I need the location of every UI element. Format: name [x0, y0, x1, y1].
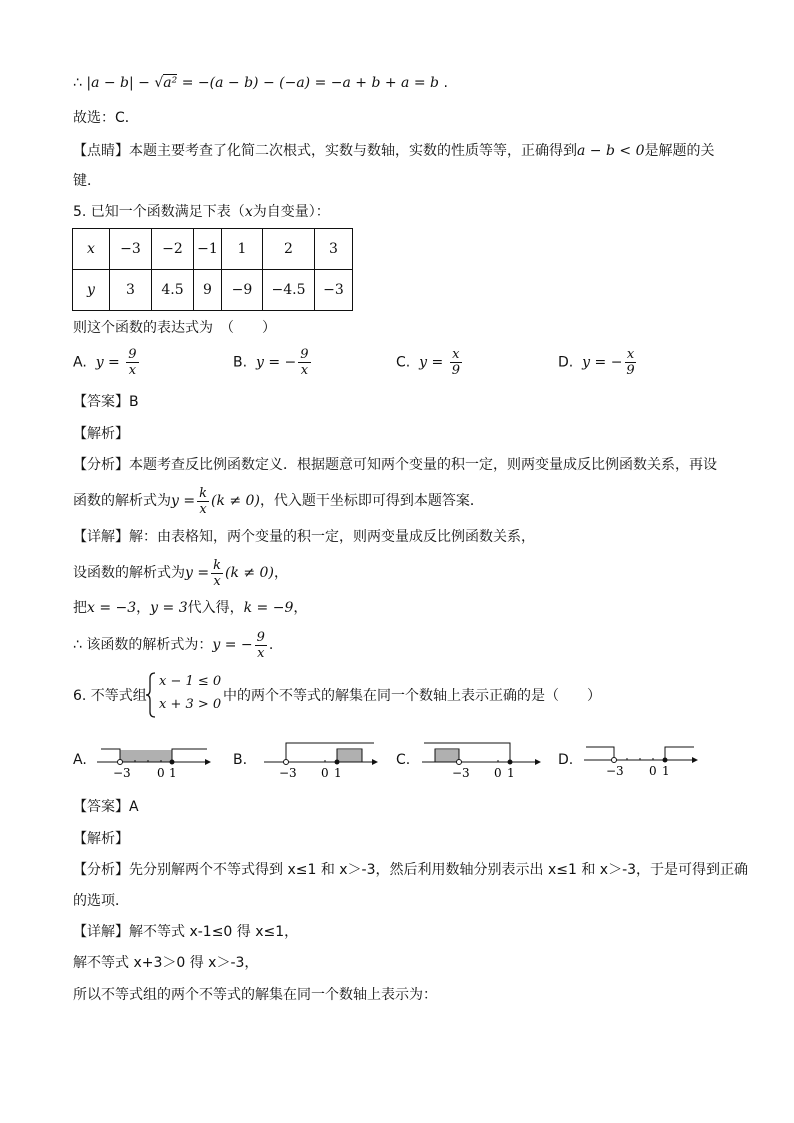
- q6-stem-prefix: 6. 不等式组: [73, 688, 147, 704]
- q5-option-a: [73, 347, 141, 378]
- option-label: A.: [73, 354, 87, 371]
- q5-option-c: [396, 347, 464, 378]
- formula-lhs: y =: [185, 565, 210, 581]
- fraction-num: x: [626, 347, 635, 362]
- q5-answer: [73, 392, 139, 412]
- axis-arrow-icon: [372, 759, 378, 765]
- detail-text: ，: [293, 600, 308, 616]
- open-point: [612, 758, 617, 763]
- q5-option-b: [233, 347, 313, 378]
- detail-math-x: x = −3: [87, 600, 137, 616]
- tick-label: 1: [662, 764, 670, 778]
- fraction-den: x: [128, 363, 137, 378]
- formula-cond: (k ≠ 0): [224, 565, 274, 581]
- q5-value-table: [72, 228, 353, 311]
- formula-fraction: [211, 558, 223, 589]
- tick-label: −3: [606, 764, 624, 778]
- q5-detail-line-4: [73, 628, 273, 662]
- formula-lhs: y =: [171, 493, 196, 509]
- point-note-text: 本题主要考查了化简二次根式，实数与数轴，实数的性质等等，正确得到: [129, 143, 577, 159]
- table-row-x: [73, 229, 353, 270]
- option-sign: −: [284, 354, 297, 371]
- detail-math-k: k = −9: [243, 600, 294, 616]
- q5-detail-line-3: [73, 598, 307, 618]
- q6-option-c-numberline: [420, 740, 545, 782]
- formula-fraction: [197, 486, 209, 517]
- q5-option-d: [558, 347, 639, 378]
- table-cell: 3: [315, 229, 353, 270]
- equation-chain: = −(a − b) − (−a) = −a + b + a = b: [177, 75, 439, 91]
- fraction-num: k: [213, 557, 221, 573]
- q5-fenxi-line-1: [73, 455, 717, 475]
- tick-label: 0: [321, 766, 329, 780]
- q5-stem-var: x: [244, 204, 253, 220]
- q6-option-b-label: B.: [233, 752, 248, 768]
- closed-point: [170, 760, 175, 765]
- inequality-1: x − 1 ≤ 0: [159, 674, 222, 689]
- option-fraction: [298, 347, 310, 378]
- table-cell: −3: [315, 270, 353, 311]
- answer-value: B: [129, 394, 139, 410]
- detail-text-2a: 设函数的解析式为: [73, 565, 185, 581]
- formula-cond: (k ≠ 0): [210, 493, 260, 509]
- q6-option-a-label: A.: [73, 752, 87, 768]
- tick-label: 0: [649, 764, 657, 778]
- closed-point: [663, 758, 668, 763]
- fraction-num: x: [452, 347, 460, 362]
- point-note-text-2: 是解题的关: [644, 143, 715, 159]
- q6-option-d-label: D.: [558, 752, 574, 768]
- fenxi-text: 先分别解两个不等式得到 x≤1 和 x＞-3，然后利用数轴分别表示出 x≤1 和 x＞-3，于是可得到正确: [129, 862, 749, 878]
- table-cell: −1: [194, 229, 222, 270]
- axis-arrow-icon: [205, 759, 211, 765]
- q6-option-b-numberline: [262, 740, 382, 782]
- answer-tag: 【答案】: [73, 394, 129, 410]
- abs-expr: |a − b| −: [86, 75, 155, 91]
- q5-fenxi-line-2: [73, 484, 484, 518]
- tick-label: −3: [452, 766, 470, 780]
- option-sign: −: [610, 354, 623, 371]
- q6-detail-line-3: 所以不等式组的两个不等式的解集在同一个数轴上表示为：: [73, 987, 437, 1003]
- q5-detail-line-2: [73, 556, 288, 590]
- table-cell: 1: [222, 229, 263, 270]
- table-label-x: x: [73, 229, 110, 270]
- fraction-den: 9: [451, 363, 460, 378]
- detail-text-2b: ，: [273, 565, 288, 581]
- q5-ask: 则这个函数的表达式为 （ ）: [73, 320, 276, 336]
- conclusion-line: [73, 73, 448, 93]
- inequality-2: x + 3 > 0: [159, 697, 222, 712]
- table-cell: 2: [263, 229, 315, 270]
- option-fraction: [126, 347, 138, 378]
- open-point: [457, 760, 462, 765]
- q5-stem: [73, 202, 330, 222]
- formula-lhs: y = −: [212, 637, 253, 653]
- sqrt-symbol: √a²: [154, 75, 178, 91]
- point-note-line-2: 键．: [73, 173, 101, 189]
- table-cell: −3: [110, 229, 152, 270]
- shaded-region: [337, 750, 362, 762]
- table-cell: 4.5: [152, 270, 194, 311]
- therefore-symbol: ∴: [73, 75, 87, 91]
- q6-detail-line-1: [73, 922, 298, 942]
- fraction-num: k: [199, 485, 207, 501]
- point-note-line-1: [73, 141, 714, 161]
- detail-text: 把: [73, 600, 87, 616]
- detail-tag: 【详解】: [73, 924, 129, 940]
- fraction-num: 9: [128, 347, 137, 362]
- fenxi-text-2a: 函数的解析式为: [73, 493, 171, 509]
- table-cell: −2: [152, 229, 194, 270]
- fraction-num: 9: [300, 347, 309, 362]
- detail-text: ，: [136, 600, 151, 616]
- detail-tag: 【详解】: [73, 529, 129, 545]
- open-point: [284, 760, 289, 765]
- tick-label: 1: [334, 766, 342, 780]
- tick-label: 0: [494, 766, 502, 780]
- tick-label: 1: [169, 766, 177, 780]
- option-lhs: y =: [95, 354, 120, 371]
- closed-point: [335, 760, 340, 765]
- tick-label: 1: [507, 766, 515, 780]
- fenxi-text: 本题考查反比例函数定义．根据题意可知两个变量的积一定，则两变量成反比例函数关系，再设: [129, 457, 717, 473]
- point-note-tag: 【点睛】: [73, 143, 129, 159]
- q6-fenxi-line-2: 的选项．: [73, 893, 129, 909]
- fraction-den: 9: [626, 363, 635, 378]
- option-label: D.: [558, 354, 574, 371]
- detail-text: 解不等式 x-1≤0 得 x≤1，: [129, 924, 299, 940]
- answer-value: A: [129, 799, 139, 815]
- closed-point: [508, 760, 513, 765]
- table-cell: −4.5: [263, 270, 315, 311]
- q6-option-a-numberline: [95, 740, 215, 782]
- prev-answer-choice: 故选：C．: [73, 110, 139, 126]
- shaded-region: [435, 750, 459, 762]
- open-point: [118, 760, 123, 765]
- fraction-num: 9: [256, 629, 265, 645]
- option-lhs: y =: [582, 354, 607, 371]
- q6-detail-line-2: 解不等式 x+3＞0 得 x＞-3，: [73, 955, 259, 971]
- tick-label: 0: [157, 766, 165, 780]
- q6-fenxi-line-1: [73, 860, 748, 880]
- option-lhs: y =: [255, 354, 281, 371]
- axis-arrow-icon: [535, 759, 541, 765]
- period: .: [439, 75, 448, 91]
- q5-stem-prefix: 5. 已知一个函数满足下表（: [73, 204, 245, 220]
- period: .: [268, 637, 274, 653]
- table-cell: −9: [222, 270, 263, 311]
- q6-answer: [73, 797, 139, 817]
- answer-tag: 【答案】: [73, 799, 129, 815]
- option-label: C.: [396, 354, 411, 371]
- point-note-math: a − b < 0: [577, 143, 645, 159]
- q5-stem-suffix: 为自变量）：: [252, 204, 330, 220]
- fraction-den: x: [300, 363, 309, 378]
- detail-text: 代入得，: [187, 600, 244, 616]
- fenxi-text-2b: ，代入题干坐标即可得到本题答案．: [259, 493, 484, 509]
- table-cell: 9: [194, 270, 222, 311]
- detail-math-y: y = 3: [150, 600, 188, 616]
- table-row-y: [73, 270, 353, 311]
- detail-text: ∴ 该函数的解析式为：: [73, 637, 213, 653]
- tick-label: −3: [279, 766, 297, 780]
- q6-analysis-tag: 【解析】: [73, 831, 129, 847]
- table-cell: 3: [110, 270, 152, 311]
- option-fraction: [450, 347, 462, 378]
- left-brace-icon: [145, 672, 157, 718]
- table-label-y: y: [73, 270, 110, 311]
- fenxi-tag: 【分析】: [73, 862, 129, 878]
- tick-label: −3: [113, 766, 131, 780]
- option-label: B.: [233, 354, 248, 371]
- fenxi-tag: 【分析】: [73, 457, 129, 473]
- option-fraction: [624, 347, 636, 378]
- detail-text: 解：由表格知，两个变量的积一定，则两变量成反比例函数关系，: [129, 529, 535, 545]
- shaded-region: [120, 750, 172, 762]
- axis-arrow-icon: [692, 757, 698, 763]
- sqrt-radicand: a²: [163, 75, 178, 91]
- fraction-den: x: [199, 501, 207, 517]
- q6-stem-suffix: 中的两个不等式的解集在同一个数轴上表示正确的是（ ）: [223, 688, 601, 704]
- fraction-den: x: [213, 573, 221, 589]
- q5-detail-line-1: [73, 527, 535, 547]
- fraction-den: x: [257, 645, 265, 661]
- q5-analysis-tag: 【解析】: [73, 426, 129, 442]
- q6-option-d-numberline: [582, 738, 707, 780]
- q6-option-c-label: C.: [396, 752, 411, 768]
- formula-fraction: [255, 630, 267, 661]
- option-lhs: y =: [419, 354, 444, 371]
